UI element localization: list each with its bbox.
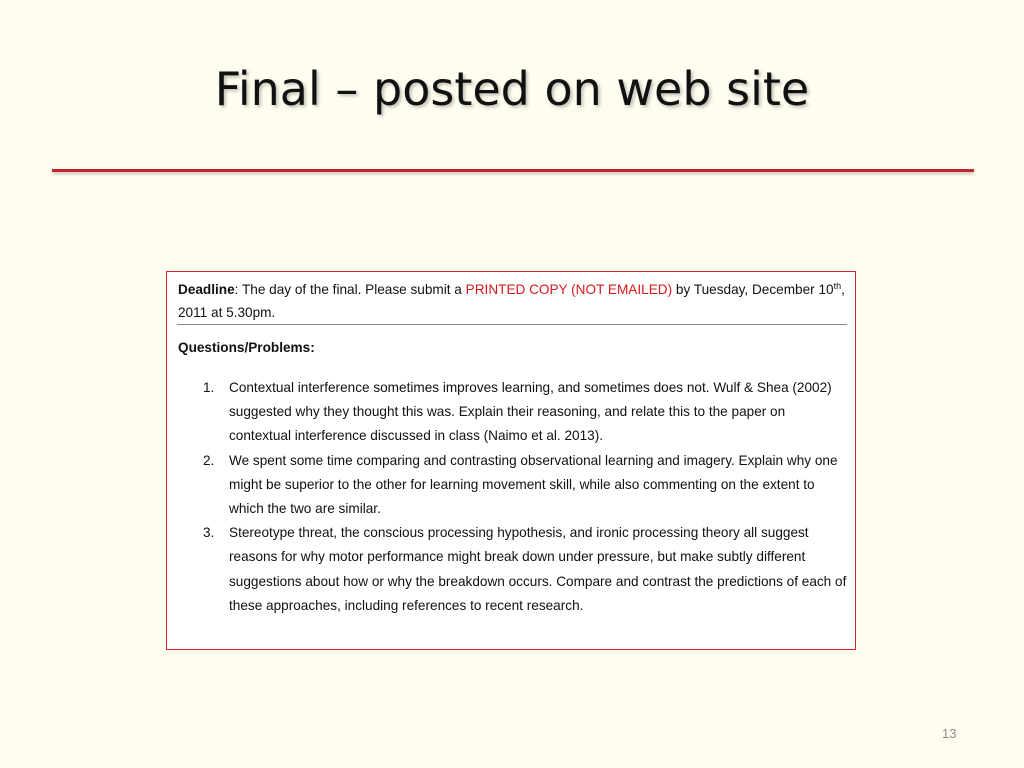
deadline-text-part2: by Tuesday, December 10	[672, 282, 834, 297]
title-divider	[52, 169, 974, 172]
document-divider	[177, 324, 847, 325]
question-item	[178, 376, 850, 449]
deadline-label: Deadline	[178, 282, 235, 297]
page-number: 13	[942, 726, 957, 741]
question-text: We spent some time comparing and contrasting observational learning and imagery. Explain why one might be superior to the other for learning movement skill, while also commenting on the extent to which the two are similar.	[229, 452, 838, 517]
question-item	[178, 521, 850, 618]
deadline-paragraph	[178, 278, 846, 324]
question-text: Stereotype threat, the conscious processing hypothesis, and ironic processing theory all suggest reasons for why motor performance might break down under pressure, but make subtly different suggestions about how or why the breakdown occurs. Compare and contrast the predictions of each of these approaches, including references to recent research.	[229, 525, 847, 613]
deadline-text-part1: : The day of the final. Please submit a	[234, 282, 466, 297]
question-text: Contextual interference sometimes improves learning, and sometimes does not. Wulf & Shea (2002) suggested why they thought this was. Explain their reasoning, and relate this to the paper on contextual interference discussed in class (Naimo et al. 2013).	[229, 380, 832, 444]
question-number: 2.	[203, 452, 215, 468]
question-number: 1.	[203, 380, 215, 395]
deadline-superscript: th	[833, 281, 842, 291]
question-item	[178, 449, 850, 522]
questions-heading: Questions/Problems:	[178, 340, 315, 355]
deadline-text-part3: , 2011 at 5.30pm.	[178, 282, 845, 320]
deadline-highlight: PRINTED COPY (NOT EMAILED)	[465, 282, 673, 297]
slide-title: Final – posted on web site	[214, 62, 810, 116]
questions-list	[178, 376, 850, 618]
assignment-document	[166, 271, 856, 650]
question-number: 3.	[203, 525, 215, 541]
